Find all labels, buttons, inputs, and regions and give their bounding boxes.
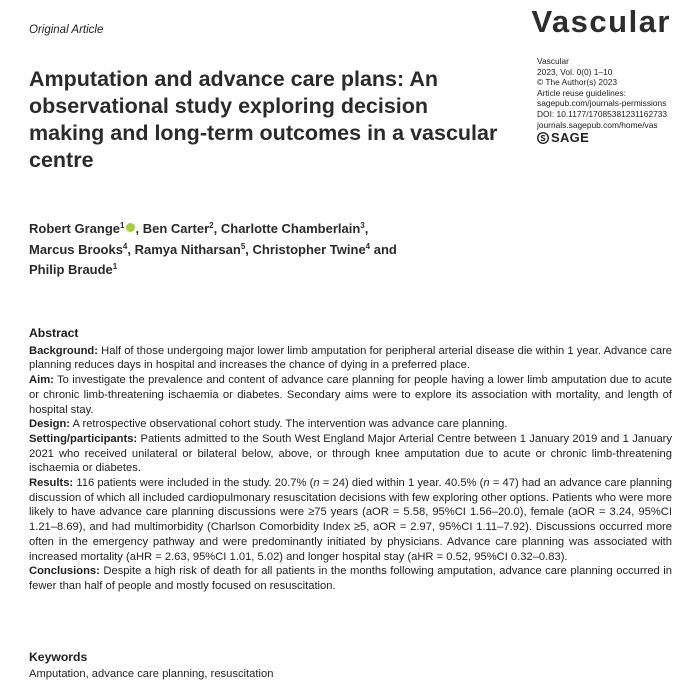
author-affiliation: 2	[209, 221, 214, 230]
author-affiliation: 4	[365, 241, 371, 251]
author-list: Robert Grange$^1$ , Ben Carter$^2$, Charlotte Chamberlain$^3$, Marcus Brooks$^4$, Ramya Nitharsan$^5$, Christopher Twine$^4$ and Philip Braude$^1$	[29, 221, 397, 277]
publisher-logo	[537, 129, 683, 145]
meta-reuse: Article reuse guidelines:	[537, 87, 626, 98]
keywords-list: Amputation, advance care planning, resuscitation	[29, 667, 274, 680]
abstract-setting: Setting/participants: Patients admitted to the South West England Major Arterial Centre between 1 January 2019 and 1 January 2021 who received unilateral or bilateral below, above, or through knee amputation due to acute or chronic limb-threatening ischaemia or diabetes.	[29, 432, 672, 475]
sage-logo-icon	[537, 132, 549, 144]
journal-logo-text: Vascular	[531, 4, 671, 39]
meta-citation: 2023, Vol. 0(0) 1–10	[537, 66, 613, 77]
publisher-name: SAGE	[551, 129, 590, 145]
abstract-design: Design: A retrospective observational cohort study. The intervention was advance care planning.	[29, 418, 508, 431]
keywords-heading: Keywords	[29, 650, 88, 664]
author-name: Philip Braude	[29, 262, 113, 277]
author-affiliation: 3	[360, 221, 365, 230]
abstract-results: Results: 116 patients were included in the study. 20.7% (n = 24) died within 1 year. 40.5% (n = 47) had an advance care planning discussion of which all included cardiopulmonary resuscitation decisions with few exploring other options. Patients who were more likely to have advance care planning discussions were ≥75 years (aOR = 5.58, 95%CI 1.56–20.0), female (aOR = 3.24, 95%CI 1.21–8.69), and had multimorbidity (Charlson Comorbidity Index ≥5, aOR = 2.97, 95%CI 1.11–7.92). Discussions occurred more often in the emergency pathway and were predominantly initiated by physicians. Advance care planning was associated with increased mortality (aHR = 2.63, 95%CI 1.01, 5.02) and longer hospital stay (aHR = 0.52, 95%CI 0.32–0.83).	[29, 477, 673, 563]
author-name: Christopher Twine	[252, 241, 366, 257]
meta-copyright: © The Author(s) 2023	[537, 77, 618, 88]
author-name: Charlotte Chamberlain	[220, 221, 361, 236]
keywords-section	[29, 650, 669, 681]
meta-doi[interactable]: DOI: 10.1177/17085381231162733	[537, 108, 668, 119]
author-affiliation: 4	[122, 241, 128, 251]
abstract-background: Background: Half of those undergoing major lower limb amputation for peripheral arterial disease die within 1 year. Advance care planning reduces days in hospital and increases the chance of dying in a preferred place.	[29, 344, 673, 372]
author-name: Ben Carter	[142, 221, 210, 236]
author-affiliation: 1	[120, 221, 125, 230]
journal-home-link[interactable]: journals.sagepub.com/home/vas	[537, 119, 658, 130]
abstract-conclusions: Conclusions: Despite a high risk of death for all patients in the months following amputation, advance care planning occurred in fewer than half of people and mostly focused on resuscitation.	[29, 565, 673, 592]
article-title: Amputation and advance care plans: An observational study exploring decision making and long-term outcomes in a vascular centre	[29, 67, 498, 172]
article-metadata	[537, 56, 683, 144]
abstract-section	[29, 326, 672, 594]
article-type-label: Original Article	[29, 24, 104, 36]
author-affiliation: 1	[112, 262, 118, 271]
abstract-heading: Abstract	[29, 326, 79, 340]
meta-journal: Vascular	[537, 56, 569, 66]
author-name: Marcus Brooks	[29, 241, 123, 257]
abstract-aim: Aim: To investigate the prevalence and content of advance care planning for people having a lower limb amputation due to acute or chronic limb-threatening ischaemia or diabetes. Secondary aims were to explore its association with mortality, and length of hospital stay.	[29, 374, 673, 416]
author-name: Robert Grange	[29, 221, 121, 236]
author-name: Ramya Nitharsan	[134, 241, 241, 257]
author-affiliation: 5	[240, 241, 246, 251]
permissions-link[interactable]: sagepub.com/journals-permissions	[537, 98, 667, 109]
